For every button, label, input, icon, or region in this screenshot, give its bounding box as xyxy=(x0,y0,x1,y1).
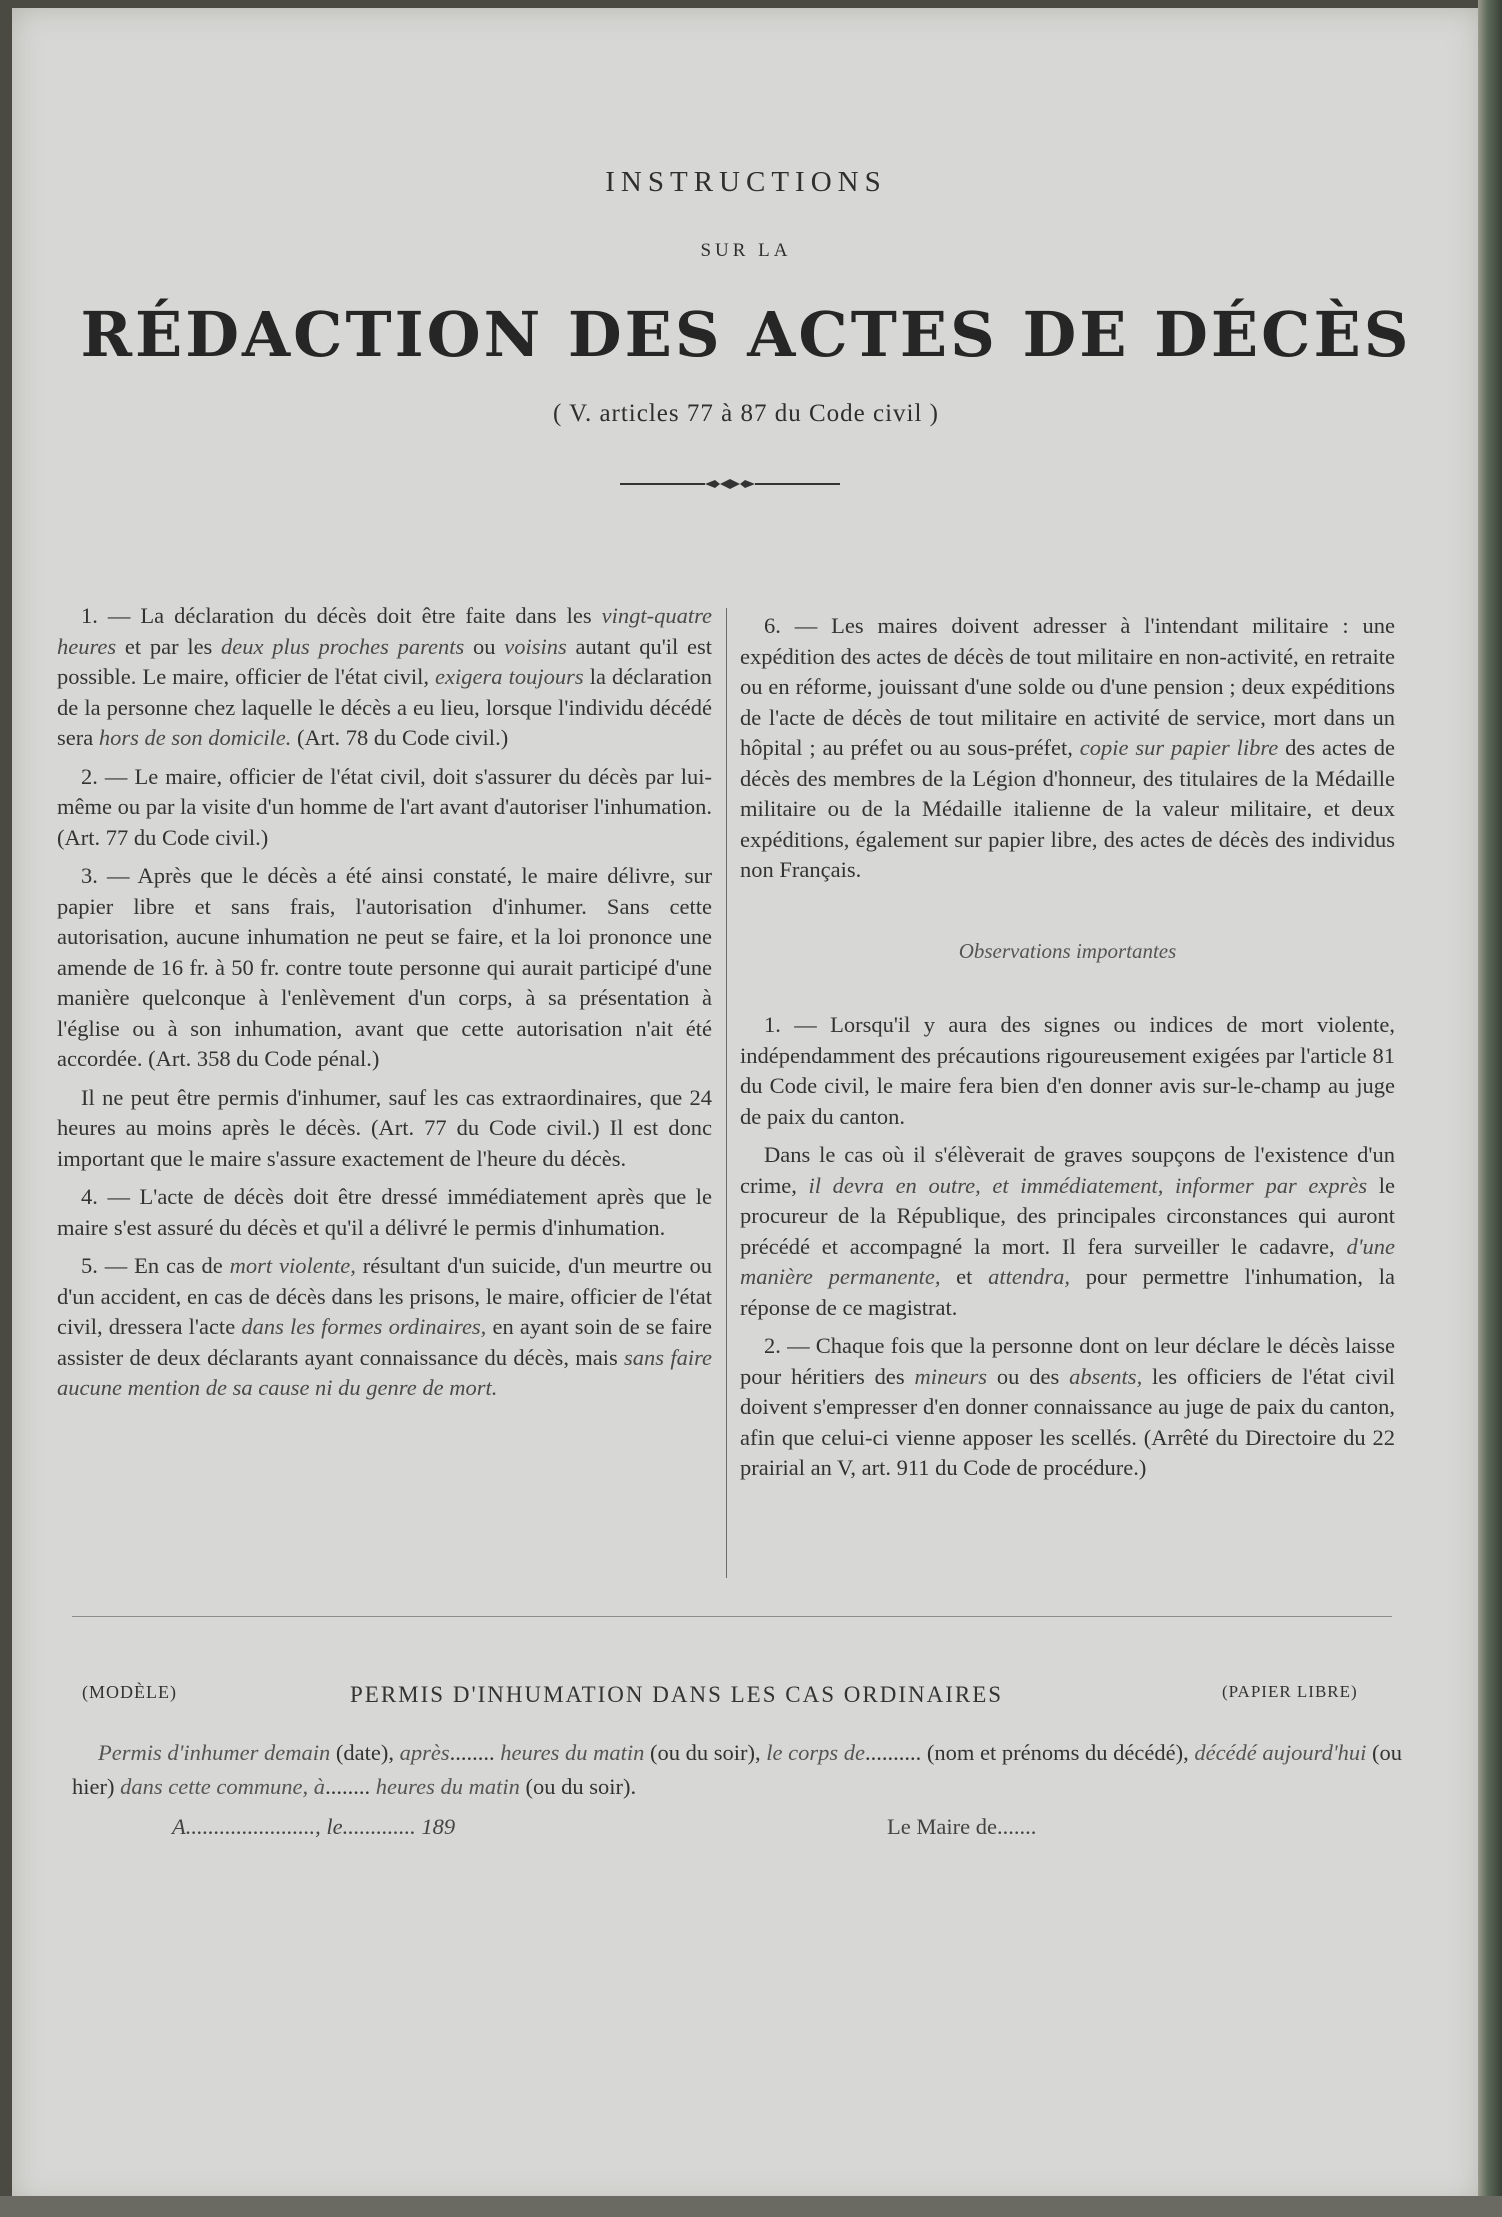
ornament-divider xyxy=(620,476,840,492)
text-run: et par les xyxy=(116,633,222,659)
header-reference: ( V. articles 77 à 87 du Code civil ) xyxy=(552,400,939,427)
header-instructions: INSTRUCTIONS xyxy=(605,166,887,198)
permit-signature-line xyxy=(172,1814,1172,1840)
text-run: 5. — En cas de xyxy=(81,1253,230,1278)
text-run: des actes de décès des membres de la Légion d'honneur, des titulaires de la Médaille militaire ou de la Médaille italienne de la valeur militaire, et deux expéditions, également sur papier libre, des actes de décès des individus non Français. xyxy=(740,735,1396,882)
italic-text-run: exigera toujours xyxy=(435,664,584,689)
text-run: en ayant soin de se faire assister de deux déclarants ayant connaissance du décès, mais xyxy=(57,1314,712,1370)
text-run: 1. — Lorsqu'il y aura des signes ou indices de mort violente, indépendamment des précautions rigoureusement exigées par l'article 81 du Code civil, le maire fera bien d'en donner avis sur-le-champ au juge de paix du canton. xyxy=(740,1012,1395,1129)
text-run: autant qu'il est possible. Le maire, officier de l'état civil, xyxy=(57,633,713,689)
observation-2 xyxy=(740,1331,1395,1484)
text-run: Il ne peut être permis d'inhumer, sauf les cas extraordinaires, que 24 heures au moins après le décès. (Art. 77 du Code civil.) Il est donc important que le maire s'assure exactement de l'heure du décès. xyxy=(57,1084,712,1171)
text-run: les officiers de l'état civil doivent s'empresser d'en donner connaissance au juge de paix du canton, afin que celui-ci vienne apposer les scellés. (Arrêté du Directoire du 22 prairial an V, art. 911 du Code de procédure.) xyxy=(740,1363,1395,1480)
permit-place-date: A......................., le............. 189 xyxy=(172,1814,456,1839)
right-column xyxy=(740,611,1395,1492)
italic-text-run: sans faire aucune mention de sa cause ni du genre de mort. xyxy=(57,1344,712,1400)
text-run: ........ xyxy=(449,1740,501,1765)
permit-signature: Le Maire de....... xyxy=(887,1814,1037,1839)
italic-text-run: attendra, xyxy=(988,1264,1070,1289)
text-run: (ou hier) xyxy=(72,1740,1403,1799)
italic-text-run: heures du matin xyxy=(500,1740,645,1765)
permit-model-label: (MODÈLE) xyxy=(82,1682,177,1702)
text-run: (date), xyxy=(330,1740,400,1765)
italic-text-run: dans cette commune, à xyxy=(120,1774,326,1799)
paragraph-1 xyxy=(57,601,712,754)
permit-text xyxy=(72,1736,1402,1804)
italic-text-run: il devra en outre, et immédiatement, informer par exprès xyxy=(808,1172,1368,1198)
italic-text-run: décédé aujourd'hui xyxy=(1194,1740,1367,1765)
italic-text-run: vingt-quatre heures xyxy=(57,603,712,659)
paragraph-6 xyxy=(740,611,1395,886)
italic-text-run: mort violente, xyxy=(229,1253,356,1278)
observations-heading: Observations importantes xyxy=(958,938,1177,963)
italic-text-run: heures du matin xyxy=(375,1774,520,1799)
text-run: résultant d'un suicide, d'un meurtre ou d'un accident, en cas de décès dans les prisons, le maire, officier de l'état civil, dressera l'acte xyxy=(57,1253,712,1339)
bottom-edge xyxy=(0,2196,1502,2217)
observation-1b xyxy=(740,1140,1395,1323)
column-divider xyxy=(726,608,727,1578)
permit-paper-label: (PAPIER LIBRE) xyxy=(1222,1682,1358,1701)
italic-text-run: copie sur papier libre xyxy=(1079,735,1279,760)
text-run: le procureur de la République, des principales circonstances qui auront précédé et accompagné la mort. Il fera surveiller le cadavre, xyxy=(740,1172,1396,1259)
italic-text-run: deux plus proches parents xyxy=(221,633,465,659)
text-run: 2. — Le maire, officier de l'état civil, doit s'assurer du décès par lui-même ou par la visite d'un homme de l'art avant d'autoriser l'inhumation. (Art. 77 du Code civil.) xyxy=(57,763,712,850)
adjacent-page-edge xyxy=(1478,0,1502,2217)
observation-1 xyxy=(740,1010,1395,1132)
italic-text-run: hors de son domicile. xyxy=(98,725,292,750)
italic-text-run: voisins xyxy=(504,633,567,659)
text-run: ou xyxy=(464,633,505,659)
text-run: 2. — Chaque fois que la personne dont on leur déclare le décès laisse pour héritiers des xyxy=(740,1333,1395,1389)
left-column xyxy=(57,601,712,1412)
italic-text-run: d'une manière permanente, xyxy=(740,1233,1395,1289)
italic-text-run: dans les formes ordinaires, xyxy=(241,1314,487,1339)
text-run: (Art. 78 du Code civil.) xyxy=(291,725,509,750)
text-run: (ou du soir). xyxy=(519,1774,637,1799)
text-run: pour permettre l'inhumation, la réponse de ce magistrat. xyxy=(740,1264,1395,1320)
text-run: 6. — Les maires doivent adresser à l'intendant militaire : une expédition des actes de décès de tout militaire en non-activité, en retraite ou en réforme, jouissant d'une solde ou d'une pension ; deux expéditions de l'acte de décès de tout militaire en activité de service, mort dans un hôpital ; au préfet ou au sous-préfet, xyxy=(740,613,1395,760)
paragraph-5 xyxy=(57,1251,712,1404)
text-run: la déclaration de la personne chez laquelle le décès a eu lieu, lorsque l'individu décédé sera xyxy=(57,664,712,750)
text-run: 3. — Après que le décès a été ainsi constaté, le maire délivre, sur papier libre et sans frais, l'autorisation d'inhumer. Sans cette autorisation, aucune inhumation ne peut se faire, et la loi prononce une amende de 16 fr. à 50 fr. contre toute personne qui aurait participé d'une manière quelconque à l'enlèvement d'un corps, à sa présentation à l'église ou à son inhumation, avant que cette autorisation n'ait été accordée. (Art. 358 du Code pénal.) xyxy=(57,863,712,1071)
text-run: Dans le cas où il s'élèverait de graves soupçons de l'existence d'un crime, xyxy=(740,1142,1395,1198)
text-run: (ou du soir), xyxy=(644,1740,767,1765)
paragraph-3b xyxy=(57,1083,712,1175)
italic-text-run: mineurs xyxy=(914,1363,988,1389)
italic-text-run: absents, xyxy=(1069,1363,1143,1389)
paragraph-4 xyxy=(57,1182,712,1243)
text-run: ou des xyxy=(987,1363,1070,1389)
document-page xyxy=(12,8,1480,2204)
italic-text-run: le corps de xyxy=(766,1740,866,1765)
header-sur-la: SUR LA xyxy=(700,240,792,261)
page-title: RÉDACTION DES ACTES DE DÉCÈS xyxy=(80,298,1412,371)
italic-text-run: Permis d'inhumer demain xyxy=(98,1740,331,1765)
text-run: et xyxy=(940,1264,989,1289)
text-run: .......... (nom et prénoms du décédé), xyxy=(865,1740,1195,1765)
italic-text-run: après xyxy=(399,1740,450,1765)
text-run: 4. — L'acte de décès doit être dressé immédiatement après que le maire s'est assuré du décès et qu'il a délivré le permis d'inhumation. xyxy=(57,1184,712,1240)
text-run: 1. — La déclaration du décès doit être faite dans les xyxy=(81,603,602,628)
section-rule xyxy=(72,1616,1392,1617)
paragraph-3 xyxy=(57,861,712,1075)
permit-title: PERMIS D'INHUMATION DANS LES CAS ORDINAIRES xyxy=(350,1682,1004,1707)
text-run: ........ xyxy=(325,1774,376,1799)
paragraph-2 xyxy=(57,762,712,854)
